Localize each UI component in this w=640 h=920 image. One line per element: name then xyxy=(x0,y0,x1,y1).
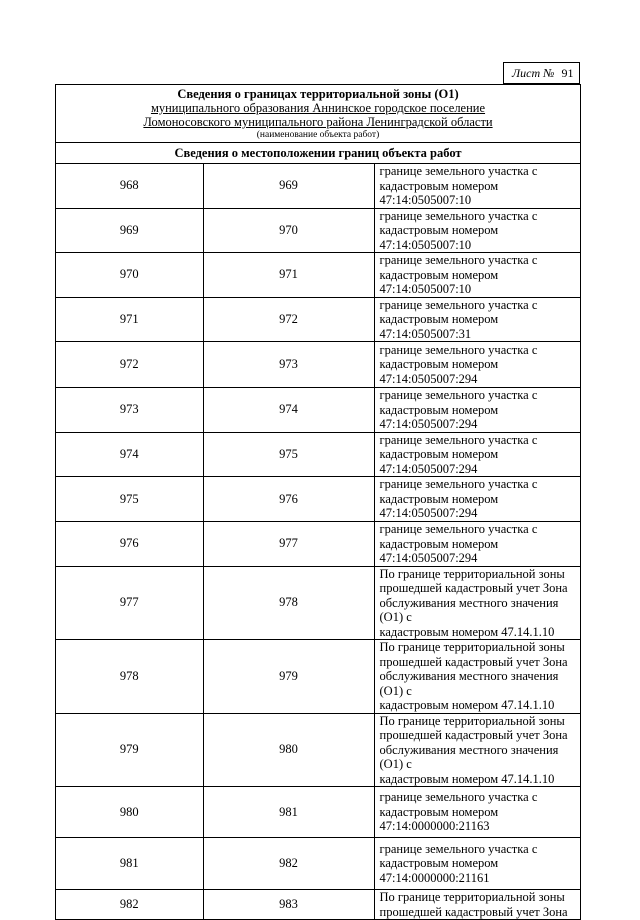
description-line: кадастровым номером xyxy=(379,856,499,871)
sheet-number: 91 xyxy=(561,66,574,80)
description-line: границе земельного участка с xyxy=(379,790,538,805)
point-from-cell: 979 xyxy=(56,713,203,787)
table-row xyxy=(56,253,580,298)
sheet-number-box xyxy=(503,62,580,84)
boundary-description-cell xyxy=(374,253,580,298)
table-row xyxy=(56,388,580,433)
point-to-cell: 978 xyxy=(203,566,374,640)
description-line: границе земельного участка с xyxy=(379,841,538,856)
point-to-cell: 973 xyxy=(203,342,374,388)
point-to-cell: 972 xyxy=(203,297,374,342)
header-line-2: муниципального образования Аннинское городское поселение xyxy=(150,101,486,115)
table-row xyxy=(56,297,580,342)
description-line: 47:14:0000000:21163 xyxy=(379,819,490,834)
point-from-cell: 970 xyxy=(56,253,203,298)
table-row xyxy=(56,208,580,253)
table-row xyxy=(56,342,580,388)
point-from-cell: 980 xyxy=(56,787,203,838)
boundary-description-cell xyxy=(374,640,580,714)
boundary-description-cell xyxy=(374,432,580,477)
description-line: кадастровым номером xyxy=(379,491,499,506)
table-row xyxy=(56,477,580,522)
point-to-cell: 980 xyxy=(203,713,374,787)
table-row xyxy=(56,432,580,477)
table-row xyxy=(56,838,580,890)
description-line: границе земельного участка с xyxy=(379,253,538,267)
boundary-description-cell xyxy=(374,297,580,342)
description-line: кадастровым номером 47:14:0505007:10 xyxy=(379,223,499,252)
description-line: обслуживания местного значения (О1) с xyxy=(379,595,559,624)
boundary-description-cell xyxy=(374,787,580,838)
description-line: прошедшей кадастровый учет Зона xyxy=(379,904,568,919)
description-line: прошедшей кадастровый учет Зона xyxy=(379,728,568,742)
point-to-cell: 983 xyxy=(203,890,374,920)
description-line: кадастровым номером 47.14.1.10 xyxy=(379,698,555,712)
header-line-3: Ломоносовского муниципального района Ленинградской области xyxy=(143,115,493,129)
description-line: 47:14:0505007:294 xyxy=(379,461,478,476)
table-row xyxy=(56,713,580,787)
description-line: По границе территориальной зоны xyxy=(379,640,565,654)
description-line: кадастровым номером 47:14:0505007:31 xyxy=(379,312,499,341)
boundary-description-cell xyxy=(374,713,580,787)
table-row xyxy=(56,566,580,640)
description-line: обслуживания местного значения (О1) с xyxy=(379,742,559,771)
boundary-description-cell xyxy=(374,342,580,388)
description-line: кадастровым номером xyxy=(379,804,499,819)
boundary-description-cell xyxy=(374,566,580,640)
description-line: кадастровым номером 47:14:0505007:10 xyxy=(379,267,499,296)
section-title: Сведения о местоположении границ объекта работ xyxy=(56,143,580,164)
point-from-cell: 969 xyxy=(56,208,203,253)
description-line: кадастровым номером xyxy=(379,447,499,461)
description-line: По границе территориальной зоны xyxy=(379,890,565,904)
description-line: прошедшей кадастровый учет Зона xyxy=(379,654,568,669)
table-row xyxy=(56,787,580,838)
description-line: границе земельного участка с xyxy=(379,208,538,223)
description-line: границе земельного участка с xyxy=(379,432,538,447)
table-row xyxy=(56,522,580,567)
boundary-description-cell xyxy=(374,164,580,208)
description-line: кадастровым номером xyxy=(379,402,499,417)
description-line: 47:14:0505007:294 xyxy=(379,551,478,565)
header-note: (наименование объекта работ) xyxy=(256,130,380,140)
point-from-cell: 975 xyxy=(56,477,203,522)
point-to-cell: 970 xyxy=(203,208,374,253)
point-from-cell: 977 xyxy=(56,566,203,640)
description-line: кадастровым номером 47.14.1.10 xyxy=(379,624,555,639)
point-to-cell: 969 xyxy=(203,164,374,208)
point-to-cell: 982 xyxy=(203,838,374,890)
document-table-frame xyxy=(55,84,581,920)
description-line: прошедшей кадастровый учет Зона xyxy=(379,581,568,595)
point-to-cell: 979 xyxy=(203,640,374,714)
point-from-cell: 978 xyxy=(56,640,203,714)
description-line: границе земельного участка с xyxy=(379,342,538,357)
description-line: границе земельного участка с xyxy=(379,388,538,402)
point-from-cell: 968 xyxy=(56,164,203,208)
point-from-cell: 971 xyxy=(56,297,203,342)
boundary-table xyxy=(56,164,580,920)
boundary-description-cell xyxy=(374,208,580,253)
boundary-description-cell xyxy=(374,522,580,567)
point-from-cell: 974 xyxy=(56,432,203,477)
point-to-cell: 977 xyxy=(203,522,374,567)
point-to-cell: 981 xyxy=(203,787,374,838)
description-line: кадастровым номером 47.14.1.10 xyxy=(379,771,555,786)
boundary-description-cell xyxy=(374,838,580,890)
description-line: 47:14:0505007:294 xyxy=(379,417,478,431)
point-to-cell: 975 xyxy=(203,432,374,477)
point-from-cell: 972 xyxy=(56,342,203,388)
description-line: По границе территориальной зоны xyxy=(379,713,565,728)
description-line: 47:14:0000000:21161 xyxy=(379,870,490,885)
point-to-cell: 974 xyxy=(203,388,374,433)
header-title-text: Сведения о границах территориальной зоны (О1) xyxy=(177,87,459,101)
header-title xyxy=(58,87,578,101)
description-line: 47:14:0505007:294 xyxy=(379,371,478,386)
point-from-cell: 981 xyxy=(56,838,203,890)
point-from-cell: 973 xyxy=(56,388,203,433)
description-line: кадастровым номером 47:14:0505007:10 xyxy=(379,178,499,207)
table-row xyxy=(56,640,580,714)
boundary-table-body xyxy=(56,164,580,920)
sheet-label: Лист № xyxy=(512,66,555,80)
description-line: границе земельного участка с xyxy=(379,164,538,178)
table-row xyxy=(56,164,580,208)
boundary-description-cell xyxy=(374,388,580,433)
point-from-cell: 976 xyxy=(56,522,203,567)
description-line: 47:14:0505007:294 xyxy=(379,506,478,521)
description-line: границе земельного участка с xyxy=(379,297,538,312)
point-to-cell: 976 xyxy=(203,477,374,522)
description-line: границе земельного участка с xyxy=(379,477,538,492)
point-from-cell: 982 xyxy=(56,890,203,920)
description-line: обслуживания местного значения (О1) с xyxy=(379,669,559,698)
description-line: кадастровым номером xyxy=(379,536,499,551)
boundary-description-cell xyxy=(374,477,580,522)
point-to-cell: 971 xyxy=(203,253,374,298)
description-line: кадастровым номером xyxy=(379,357,499,372)
description-line: По границе территориальной зоны xyxy=(379,566,565,581)
document-header xyxy=(56,84,580,143)
description-line: границе земельного участка с xyxy=(379,522,538,536)
